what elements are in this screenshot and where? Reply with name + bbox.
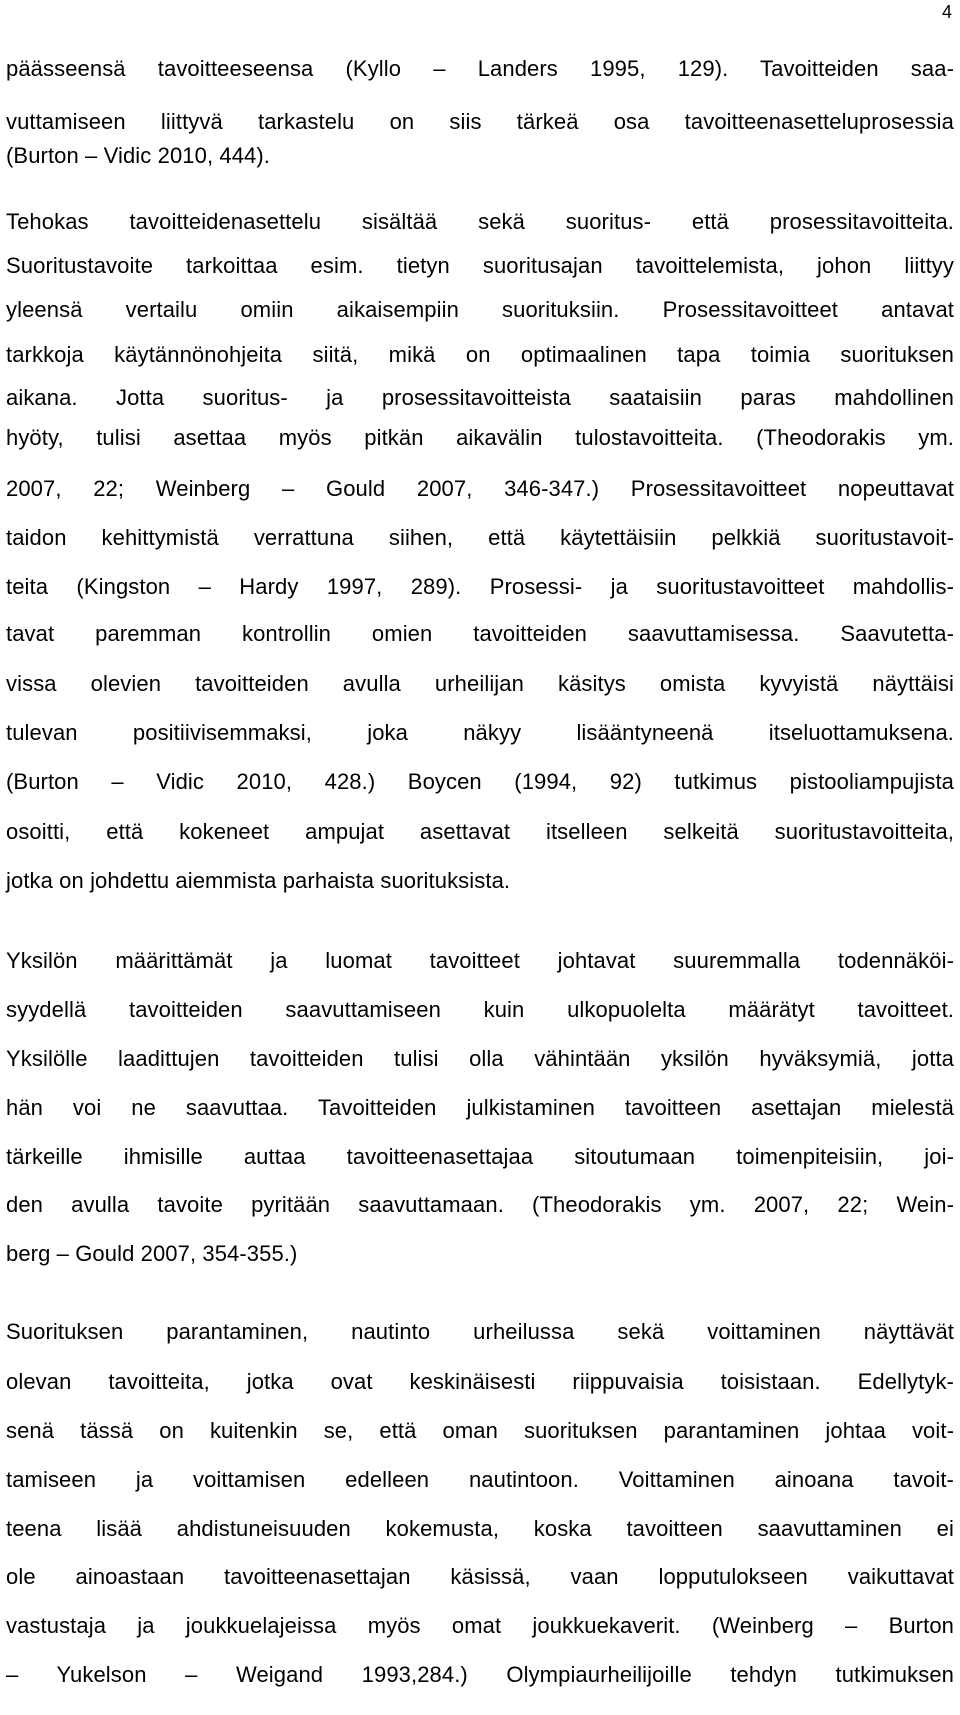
text-line: Yksilölle laadittujen tavoitteiden tulisi olla vähintään yksilön hyväksymiä, jotta	[6, 1046, 954, 1071]
text-line: syydellä tavoitteiden saavuttamiseen kuin ulkopuolelta määrätyt tavoitteet.	[6, 997, 954, 1022]
text-line: tavat paremman kontrollin omien tavoitteiden saavuttamisessa. Saavutetta-	[6, 621, 954, 646]
text-line: Yksilön määrittämät ja luomat tavoitteet johtavat suuremmalla todennäköi-	[6, 948, 954, 973]
text-line: osoitti, että kokeneet ampujat asettavat itselleen selkeitä suoritustavoitteita,	[6, 819, 954, 844]
text-line: vuttamiseen liittyvä tarkastelu on siis tärkeä osa tavoitteenasetteluprosessia	[6, 109, 954, 134]
text-line: Suorituksen parantaminen, nautinto urheilussa sekä voittaminen näyttävät	[6, 1319, 954, 1344]
text-line: tärkeille ihmisille auttaa tavoitteenasettajaa sitoutumaan toimenpiteisiin, joi-	[6, 1144, 954, 1169]
text-line: 2007, 22; Weinberg – Gould 2007, 346-347.) Prosessitavoitteet nopeuttavat	[6, 476, 954, 501]
text-line: hän voi ne saavuttaa. Tavoitteiden julkistaminen tavoitteen asettajan mielestä	[6, 1095, 954, 1120]
text-line: yleensä vertailu omiin aikaisempiin suorituksiin. Prosessitavoitteet antavat	[6, 297, 954, 322]
text-line: teena lisää ahdistuneisuuden kokemusta, koska tavoitteen saavuttaminen ei	[6, 1516, 954, 1541]
text-line: senä tässä on kuitenkin se, että oman suorituksen parantaminen johtaa voit-	[6, 1418, 954, 1443]
text-line: Suoritustavoite tarkoittaa esim. tietyn suoritusajan tavoittelemista, johon liittyy	[6, 253, 954, 278]
page-number: 4	[941, 2, 952, 22]
text-line: hyöty, tulisi asettaa myös pitkän aikavälin tulostavoitteita. (Theodorakis ym.	[6, 425, 954, 450]
text-line: olevan tavoitteita, jotka ovat keskinäisesti riippuvaisia toisistaan. Edellytyk-	[6, 1369, 954, 1394]
text-line: aikana. Jotta suoritus- ja prosessitavoitteista saataisiin paras mahdollinen	[6, 385, 954, 410]
text-line: tamiseen ja voittamisen edelleen nautintoon. Voittaminen ainoana tavoit-	[6, 1467, 954, 1492]
text-line: den avulla tavoite pyritään saavuttamaan. (Theodorakis ym. 2007, 22; Wein-	[6, 1192, 954, 1217]
text-line: päässeensä tavoitteeseensa (Kyllo – Landers 1995, 129). Tavoitteiden saa-	[6, 56, 954, 81]
text-line: Tehokas tavoitteidenasettelu sisältää sekä suoritus- että prosessitavoitteita.	[6, 209, 954, 234]
text-line: vissa olevien tavoitteiden avulla urheilijan käsitys omista kyvyistä näyttäisi	[6, 671, 954, 696]
text-line: tarkkoja käytännönohjeita siitä, mikä on optimaalinen tapa toimia suorituksen	[6, 342, 954, 367]
text-line: jotka on johdettu aiemmista parhaista suorituksista.	[6, 868, 511, 893]
text-line: vastustaja ja joukkuelajeissa myös omat joukkuekaverit. (Weinberg – Burton	[6, 1613, 954, 1638]
text-line: – Yukelson – Weigand 1993,284.) Olympiaurheilijoille tehdyn tutkimuksen	[6, 1662, 954, 1687]
text-line: taidon kehittymistä verrattuna siihen, että käytettäisiin pelkkiä suoritustavoit-	[6, 525, 954, 550]
text-line: (Burton – Vidic 2010, 444).	[6, 143, 271, 168]
text-line: (Burton – Vidic 2010, 428.) Boycen (1994, 92) tutkimus pistooliampujista	[6, 769, 954, 794]
text-line: berg – Gould 2007, 354-355.)	[6, 1241, 298, 1266]
text-line: ole ainoastaan tavoitteenasettajan käsissä, vaan lopputulokseen vaikuttavat	[6, 1564, 954, 1589]
text-line: tulevan positiivisemmaksi, joka näkyy lisääntyneenä itseluottamuksena.	[6, 720, 954, 745]
text-line: teita (Kingston – Hardy 1997, 289). Prosessi- ja suoritustavoitteet mahdollis-	[6, 574, 954, 599]
